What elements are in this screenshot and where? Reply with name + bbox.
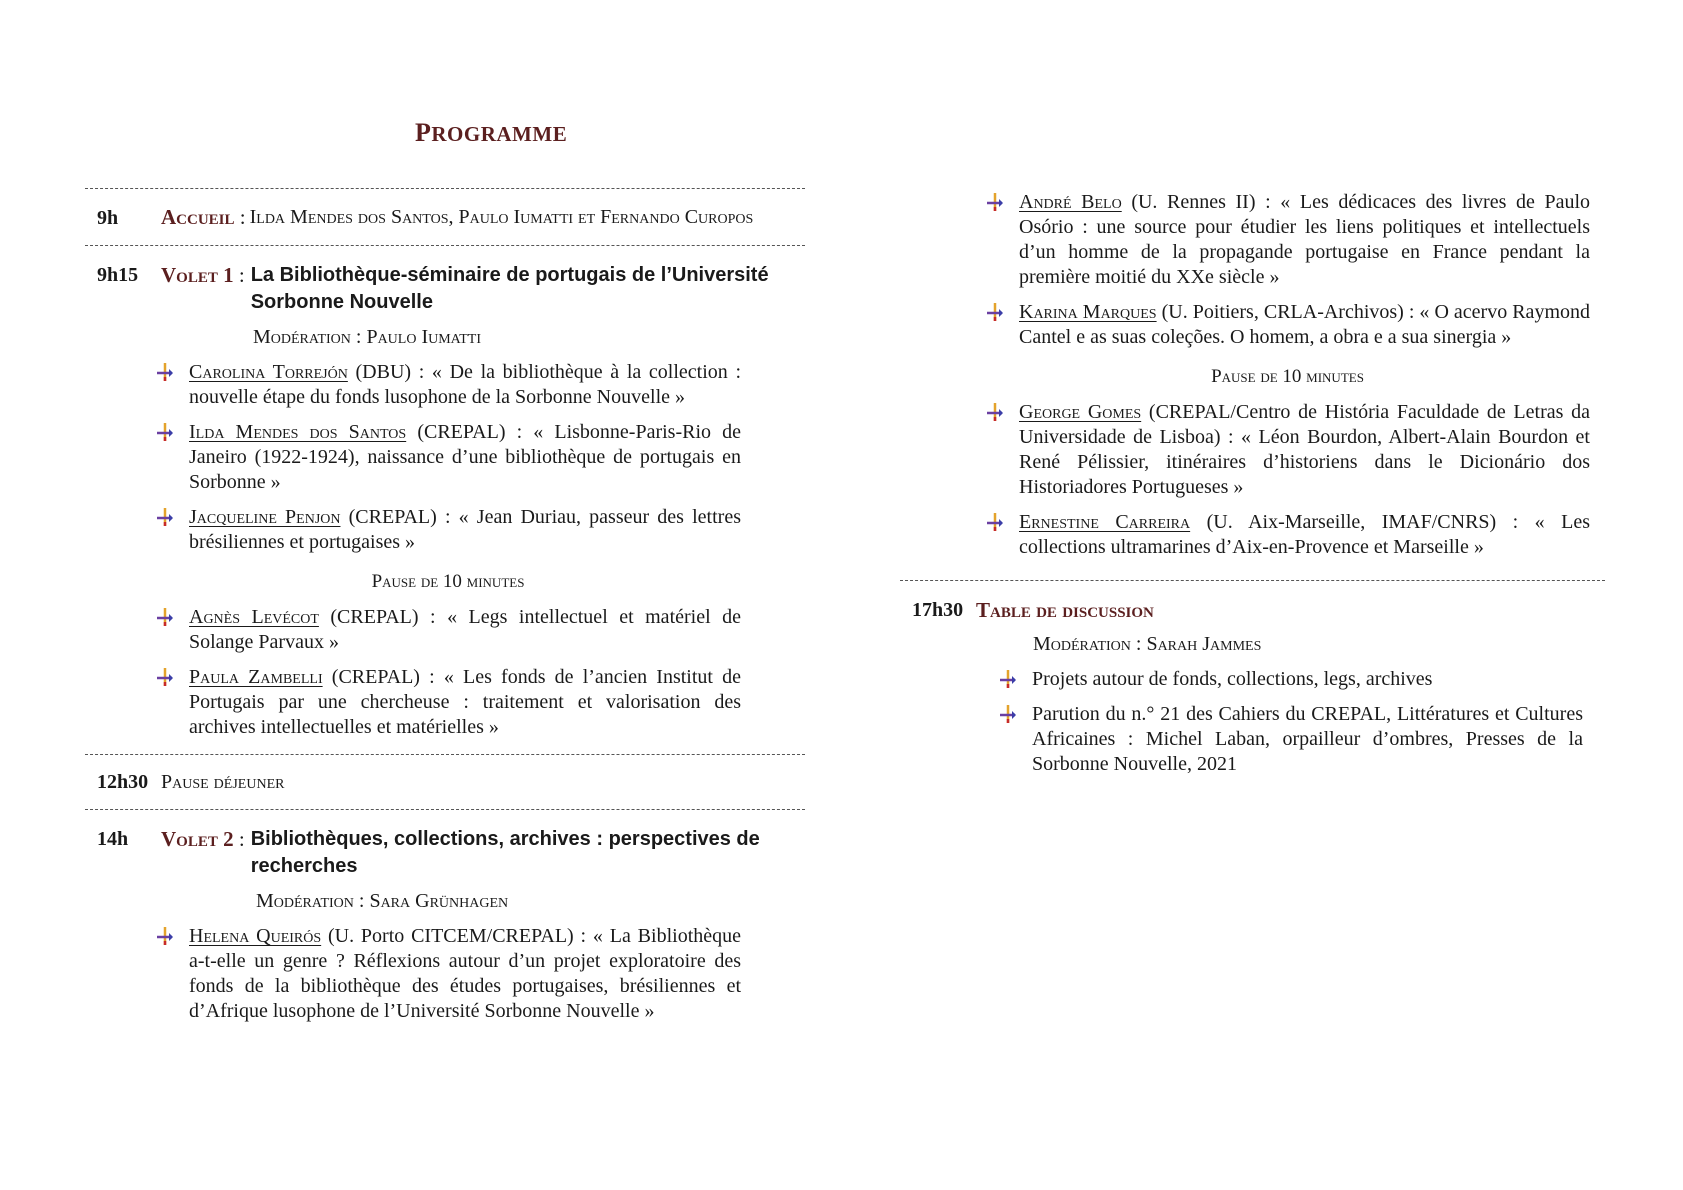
list-item: Helena Queirós (U. Porto CITCEM/CREPAL) : « La Bibliothèque a-t-elle un genre ? Réflexions autour d’un projet exploratoire des fonds de la bibliothèque des études portugaises, brésiliennes et d’Afrique lusophone de l’Université Sorbonne Nouvelle » xyxy=(155,924,741,1024)
page-title: PROGRAMME xyxy=(415,118,568,147)
arrow-bullet-icon xyxy=(985,300,1019,324)
accueil-row: 9h Accueil : Ilda Mendes dos Santos, Paulo Iumatti et Fernando Curopos xyxy=(85,189,805,245)
arrow-bullet-icon xyxy=(985,400,1019,424)
arrow-bullet-icon xyxy=(155,420,189,444)
moderation: Modération : Sara Grünhagen xyxy=(256,890,509,912)
volet2-section xyxy=(85,810,805,1038)
list-item: Paula Zambelli (CREPAL) : « Les fonds de l’ancien Institut de Portugais par une chercheuse : traitement et valorisation des archives intellectuelles et matérielles » xyxy=(155,665,741,740)
arrow-bullet-icon xyxy=(998,702,1032,726)
arrow-bullet-icon xyxy=(155,605,189,629)
arrow-bullet-icon xyxy=(155,505,189,529)
discussion-list xyxy=(900,667,1583,777)
speaker-name[interactable]: Ernestine Carreira xyxy=(1019,511,1191,533)
time-label: 9h15 xyxy=(97,264,139,286)
lunch-row xyxy=(85,755,805,809)
lunch-label: Pause déjeuner xyxy=(161,771,285,793)
arrow-bullet-icon xyxy=(155,360,189,384)
discussion-item: Projets autour de fonds, collections, legs, archives xyxy=(1032,668,1433,690)
moderation: Modération : Sarah Jammes xyxy=(1033,633,1262,655)
accueil-text: Ilda Mendes dos Santos, Paulo Iumatti et Fernando Curopos xyxy=(249,206,754,228)
arrow-bullet-icon xyxy=(985,510,1019,534)
volet2-heading: Volet 2 : Bibliothèques, collections, archives : perspectives de recherches xyxy=(161,826,805,880)
pause-label: Pause de 10 minutes xyxy=(371,571,525,592)
arrow-bullet-icon xyxy=(155,924,189,948)
table-label: Table de discussion xyxy=(976,598,1154,622)
accueil-label: Accueil xyxy=(161,205,235,229)
time-label: 12h30 xyxy=(97,771,149,793)
time-label: 14h xyxy=(97,828,129,850)
time-label: 9h xyxy=(97,207,119,229)
speaker-name[interactable]: Carolina Torrejón xyxy=(189,361,348,383)
right-column xyxy=(900,190,1605,791)
moderation: Modération : Paulo Iumatti xyxy=(253,326,481,348)
speaker-name[interactable]: George Gomes xyxy=(1019,401,1142,423)
talk-list xyxy=(900,190,1590,560)
speaker-name[interactable]: Agnès Levécot xyxy=(189,606,319,628)
talk-list xyxy=(85,924,741,1024)
speaker-name[interactable]: André Belo xyxy=(1019,191,1122,213)
speaker-name[interactable]: Ilda Mendes dos Santos xyxy=(189,421,407,443)
volet2-title: Bibliothèques, collections, archives : perspectives de recherches xyxy=(250,828,760,877)
pause-label: Pause de 10 minutes xyxy=(1211,366,1364,387)
list-item xyxy=(998,702,1583,777)
volet1-section xyxy=(85,246,805,754)
list-item xyxy=(998,667,1583,692)
speaker-name[interactable]: Jacqueline Penjon xyxy=(189,506,341,528)
arrow-bullet-icon xyxy=(155,665,189,689)
speaker-name[interactable]: Paula Zambelli xyxy=(189,666,323,688)
list-item: André Belo (U. Rennes II) : « Les dédicaces des livres de Paulo Osório : une source pour étudier les liens politiques et intellectuels d’un homme de la propagande portugaise en France pendant la première moitié du XXe siècle » xyxy=(985,190,1590,290)
time-label: 17h30 xyxy=(912,599,964,621)
volet1-title: La Bibliothèque-séminaire de portugais de l’Université Sorbonne Nouvelle xyxy=(250,264,769,313)
table-section xyxy=(900,581,1605,791)
list-item: Karina Marques (U. Poitiers, CRLA-Archivos) : « O acervo Raymond Cantel e as suas coleções. O homem, a obra e a sua sinergia » xyxy=(985,300,1590,350)
left-column xyxy=(85,188,805,1038)
discussion-item: Parution du n.° 21 des Cahiers du CREPAL, Littératures et Cultures Africaines : Michel Laban, orpailleur d’ombres, Presses de la Sorbonne Nouvelle, 2021 xyxy=(1032,703,1583,775)
list-item: Carolina Torrejón (DBU) : « De la bibliothèque à la collection : nouvelle étape du fonds lusophone de la Sorbonne Nouvelle » xyxy=(155,360,741,410)
speaker-name[interactable]: Helena Queirós xyxy=(189,925,322,947)
volet1-heading: Volet 1 : La Bibliothèque-séminaire de portugais de l’Université Sorbonne Nouvelle xyxy=(161,262,805,316)
list-item: George Gomes (CREPAL/Centro de História Faculdade de Letras da Universidade de Lisboa) : « Léon Bourdon, Albert-Alain Bourdon et René Pélissier, itinéraires d’historiens dans le Dicionário dos Historiadores Portugueses » xyxy=(985,400,1590,500)
talk-list xyxy=(85,360,741,740)
list-item: Agnès Levécot (CREPAL) : « Legs intellectuel et matériel de Solange Parvaux » xyxy=(155,605,741,655)
list-item: Ilda Mendes dos Santos (CREPAL) : « Lisbonne-Paris-Rio de Janeiro (1922-1924), naissance d’une bibliothèque de portugais en Sorbonne » xyxy=(155,420,741,495)
arrow-bullet-icon xyxy=(985,190,1019,214)
list-item: Jacqueline Penjon (CREPAL) : « Jean Duriau, passeur des lettres brésiliennes et portugaises » xyxy=(155,505,741,555)
list-item: Ernestine Carreira (U. Aix-Marseille, IMAF/CNRS) : « Les collections ultramarines d’Aix-en-Provence et Marseille » xyxy=(985,510,1590,560)
speaker-name[interactable]: Karina Marques xyxy=(1019,301,1157,323)
arrow-bullet-icon xyxy=(998,667,1032,691)
